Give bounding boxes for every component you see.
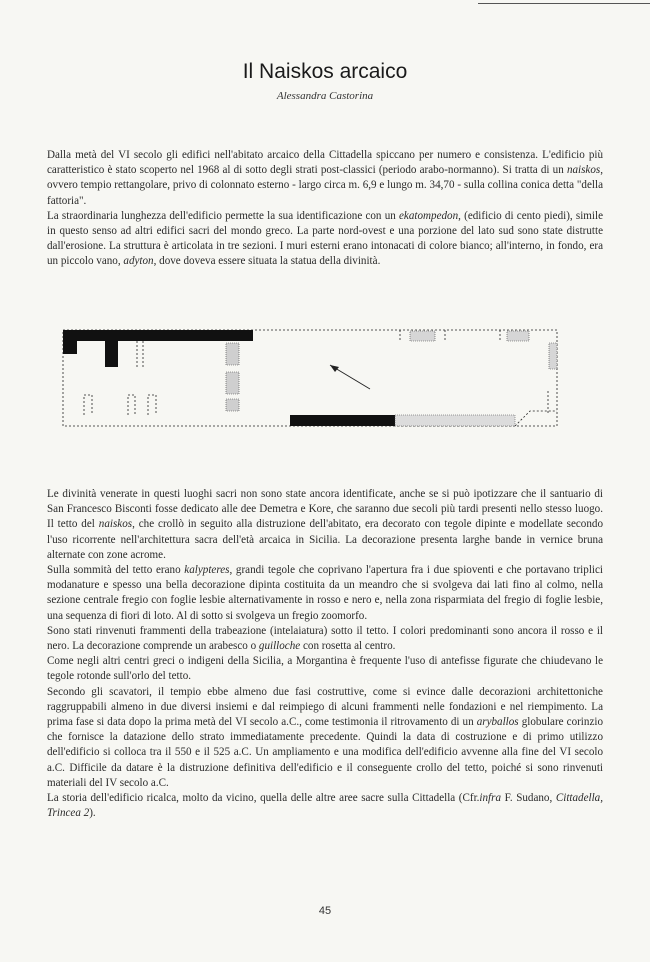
plan-wall-north <box>63 330 253 341</box>
page-title: Il Naiskos arcaico <box>242 60 408 83</box>
plan-wall-block <box>105 341 118 367</box>
plan-column <box>226 372 239 394</box>
paragraph: La straordinaria lunghezza dell'edificio permette la sua identificazione con un ekatompedon, (edificio di cento piedi), simile in questo senso ad altri edifici sacri del mondo greco. La parte nord-ovest e una porzione del lato sud sono state distrutte dall'erosione. La struttura è articolata in tre sezioni. I muri esterni erano intonacati di colore bianco; all'interno, in fondo, era un piccolo vano, adyton, dove doveva essere situata la statua della divinità. <box>47 209 603 268</box>
plan-stipple <box>507 331 529 341</box>
page-number: 45 <box>318 905 332 917</box>
plan-wall-east <box>549 343 557 369</box>
paragraph: Le divinità venerate in questi luoghi sacri non sono state ancora identificate, anche se si può ipotizzare che il santuario di San Francesco Bisconti fosse dedicato alle dee Demetra e Kore, che saranno due secoli più tardi presenti nello stesso luogo. Il tetto del naiskos, che crollò in seguito alla distruzione dell'abitato, era decorato con tegole dipinte e modellate secondo l'uso ricorrente nell'architettura sacra dell'età arcaica in Sicilia. La decorazione presenta larghe bande in vernice bruna alternate con zone acrome. <box>47 488 603 561</box>
plan-stipple <box>410 331 435 341</box>
plan-column <box>226 399 239 411</box>
author-name: Alessandra Castorina <box>276 90 374 102</box>
plan-column <box>226 343 239 365</box>
plan-wall-west <box>63 330 77 354</box>
paragraph: Sono stati rinvenuti frammenti della trabeazione (intelaiatura) sotto il tetto. I colori predominanti sono ancora il rosso e il nero. La decorazione comprende un arabesco o guilloche con rosetta al centro. <box>47 624 603 653</box>
plan-room-line <box>515 411 557 426</box>
plan-wall-south <box>290 415 395 426</box>
plan-stipple <box>395 415 515 426</box>
north-arrow-head <box>330 365 339 372</box>
plan-room-line <box>137 341 143 368</box>
main-text <box>47 487 603 821</box>
temple-plan-drawing <box>60 323 560 431</box>
paragraph: Come negli altri centri greci o indigeni della Sicilia, a Morgantina è frequente l'uso di antefisse figurate che chiudevano le tegole rotonde sull'orlo del tetto. <box>47 655 603 683</box>
paragraph: La storia dell'edificio ricalca, molto da vicino, quella delle altre aree sacre sulla Cittadella (Cfr.infra F. Sudano, Cittadella, Trincea 2). <box>47 792 603 820</box>
intro-text <box>47 148 603 270</box>
top-rule <box>478 3 650 4</box>
paragraph: Sulla sommità del tetto erano kalypteres, grandi tegole che coprivano l'apertura fra i due spioventi e che portavano triplici modanature e spesso una bella decorazione dipinta costituita da un meandro che si svolgeva dai lati fino al colmo, nella sezione centrale fregio con foglie lesbie alternativamente in rosso e nero e, nella zona risparmiata del fregio di foglie lesbie, una sequenza di fiori di loto. Al di sotto si svolgeva un fregio zoomorfo. <box>47 564 603 622</box>
plan-outline <box>63 330 557 426</box>
paragraph: Dalla metà del VI secolo gli edifici nell'abitato arcaico della Cittadella spiccano per numero e consistenza. L'edificio più caratteristico è stato scoperto nel 1968 al di sotto degli strati post-classici (periodo arabo-normanno). Si tratta di un naiskos, ovvero tempio rettangolare, privo di colonnato esterno - largo circa m. 6,9 e lungo m. 34,70 - sulla collina conica detta "della fattoria". <box>47 149 603 207</box>
paragraph: Secondo gli scavatori, il tempio ebbe almeno due fasi costruttive, come si evince dalle decorazioni architettoniche raggruppabili almeno in due diversi insiemi e dal reimpiego di alcuni frammenti nelle fondazioni e nel riempimento. La prima fase si data dopo la prima metà del VI secolo a.C., come testimonia il ritrovamento di un aryballos globulare corinzio che fornisce la datazione dello strato immediatamente precedente. Quindi la data di costruzione e di primo utilizzo dell'edificio si colloca tra il 550 e il 525 a.C. Un ampliamento e una modifica dell'edificio avvenne alla fine del VI secolo a.C. Difficile da datare è la distruzione definitiva dell'edificio e il conseguente crollo del tetto, poiché si sono rinvenuti materiali del IV secolo a.C. <box>47 685 603 789</box>
plan-room-line <box>84 395 156 415</box>
